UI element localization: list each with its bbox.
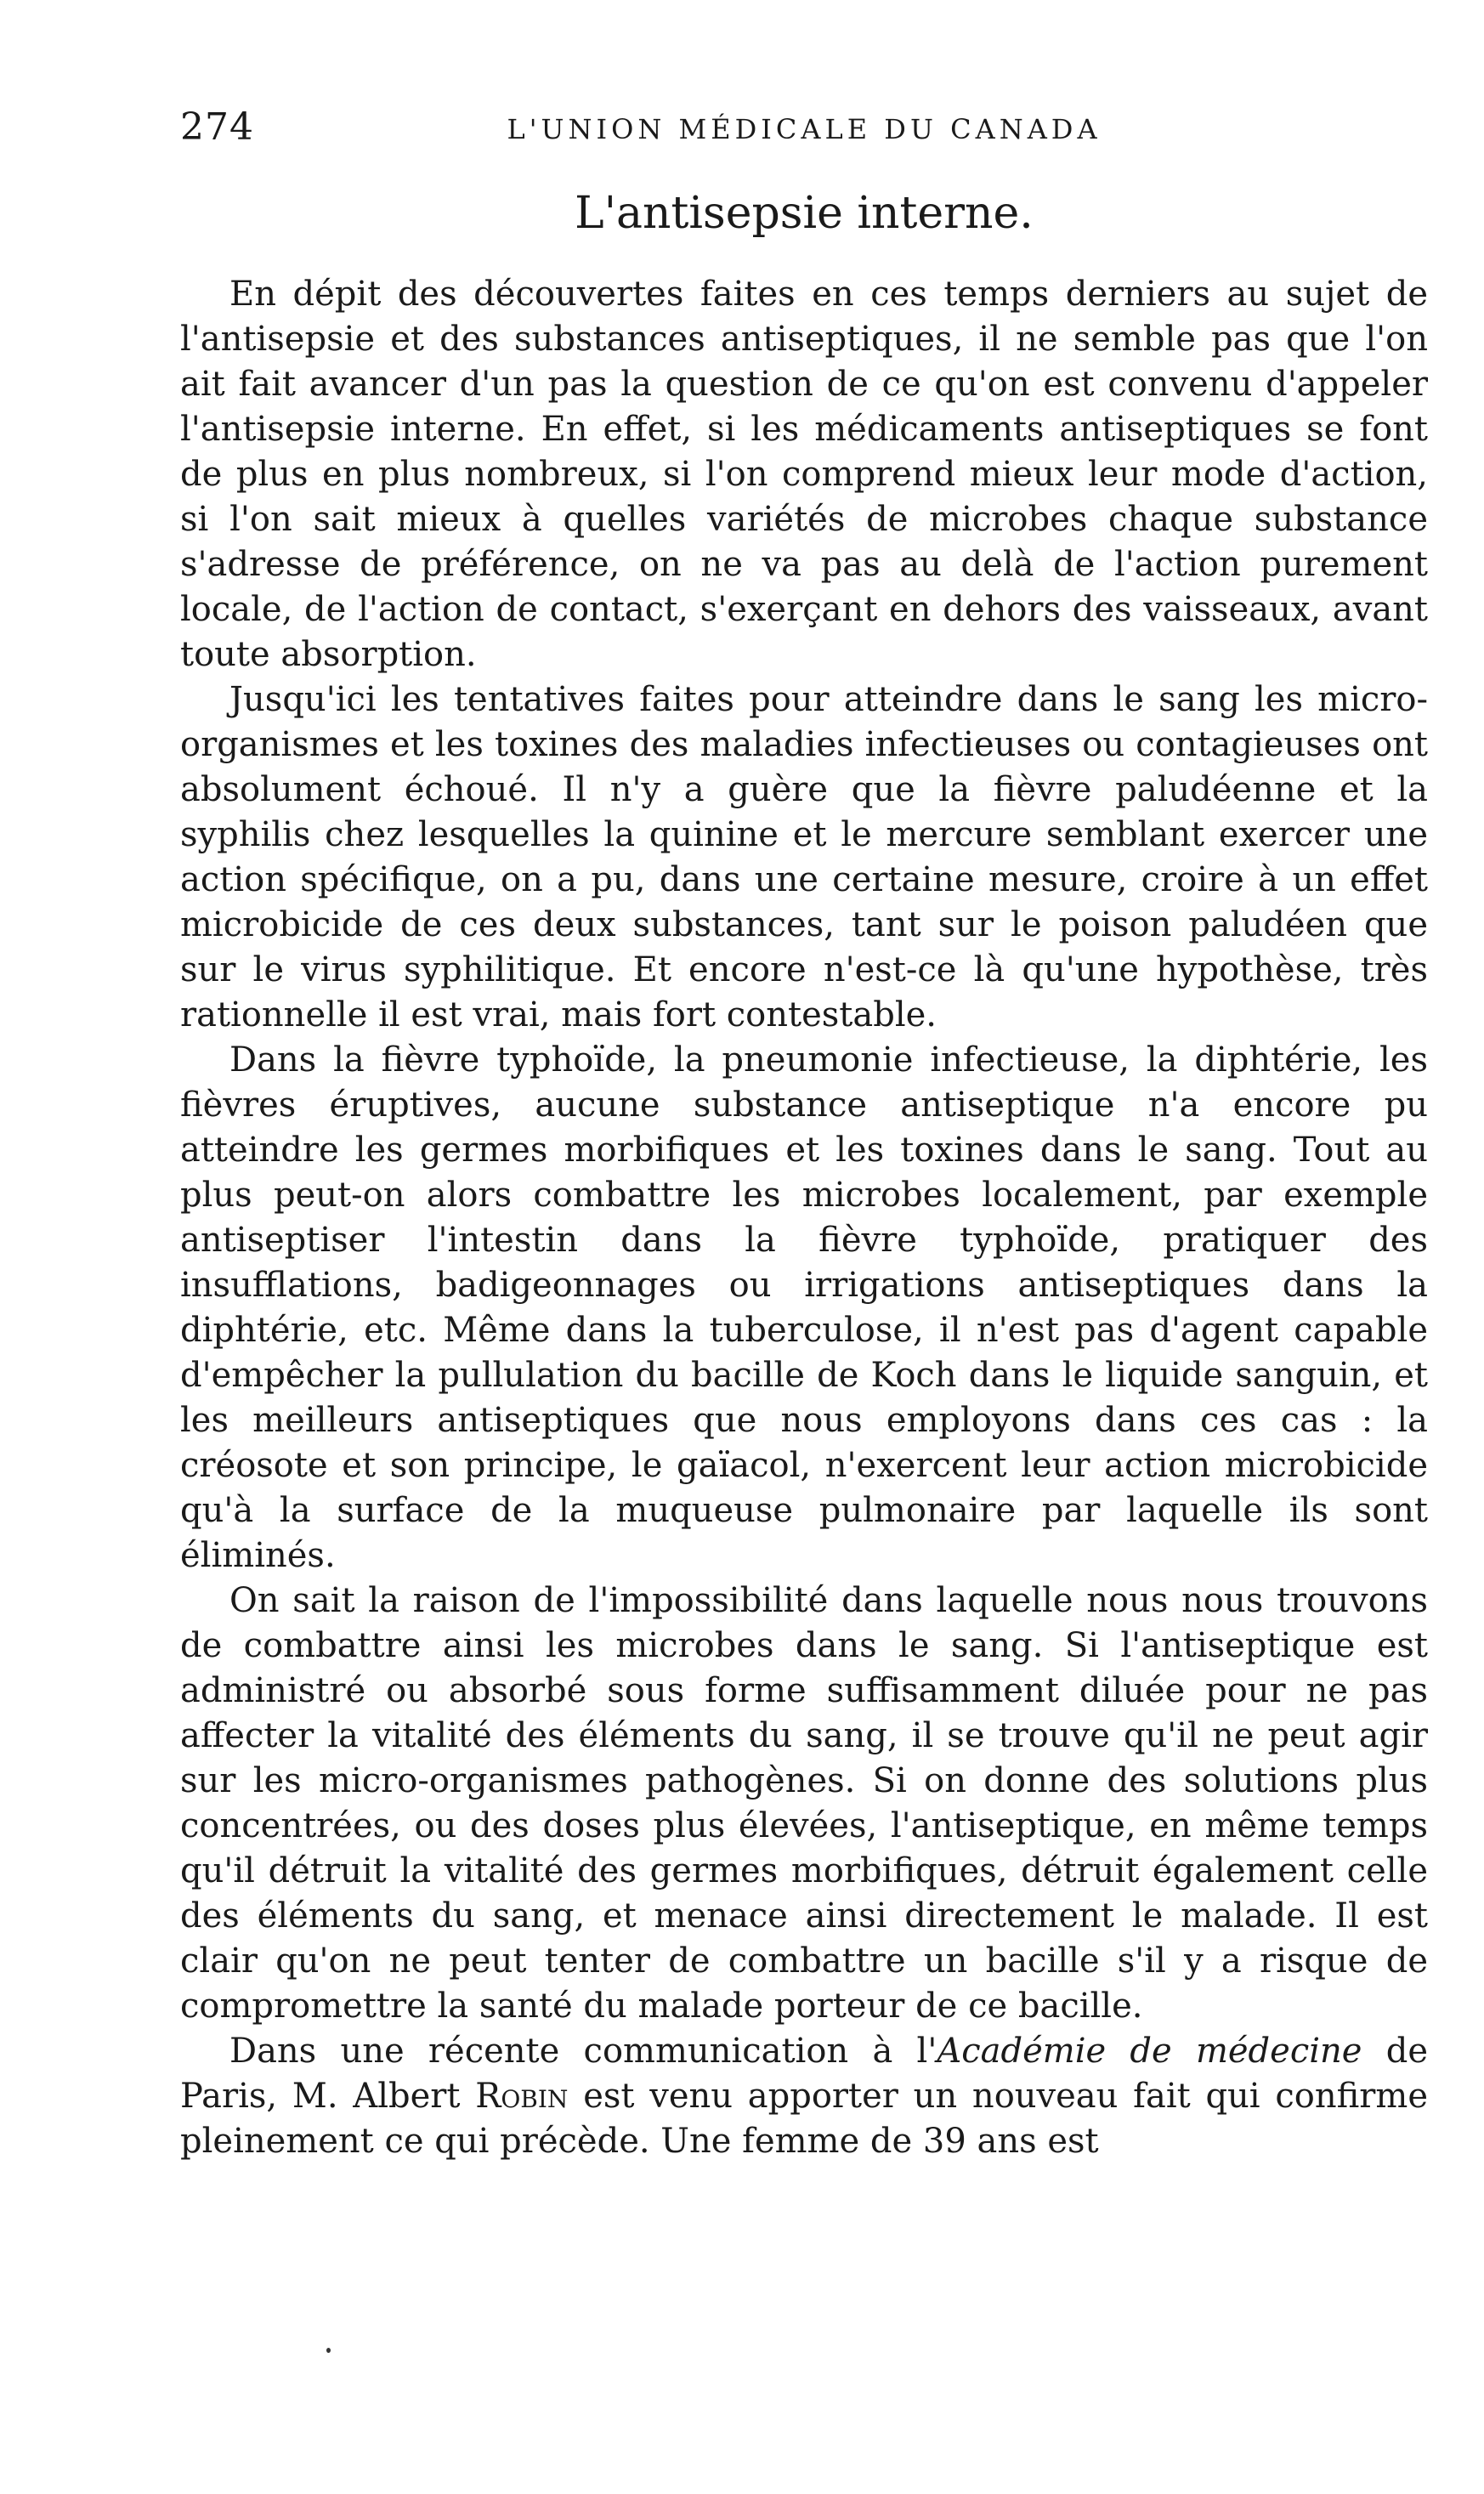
- document-page: [180, 102, 1428, 2465]
- text-run: de Paris, M. Albert: [180, 2032, 1429, 2116]
- article-body: [180, 272, 1428, 2164]
- paragraph: On sait la raison de l'impossibilité dans laquelle nous nous trouvons de combattre ainsi les microbes dans le sang. Si l'antiseptique est administré ou absorbé sous forme suffisamment diluée pour ne pas affecter la vitalité des éléments du sang, il se trouve qu'il ne peut agir sur les micro-organismes pathogènes. Si on donne des solutions plus concentrées, ou des doses plus élevées, l'antiseptique, en même temps qu'il détruit la vitalité des germes morbifiques, détruit également celle des éléments du sang, et menace ainsi directement le malade. Il est clair qu'on ne peut tenter de combattre un bacille s'il y a risque de compromettre la santé du malade porteur de ce bacille.: [180, 1581, 1428, 2026]
- journal-title: L'UNION MÉDICALE DU CANADA: [507, 113, 1102, 145]
- paragraph-last: [180, 2029, 1428, 2164]
- italic-institution: Académie de médecine: [937, 2032, 1362, 2071]
- page-number: 274: [180, 105, 254, 149]
- text-run: Dans une récente communication à l': [229, 2032, 937, 2071]
- running-header: [180, 102, 1428, 162]
- article-title: L'antisepsie interne.: [575, 188, 1034, 239]
- paragraph: Dans la fièvre typhoïde, la pneumonie infectieuse, la diphtérie, les fièvres éruptives, aucune substance antiseptique n'a encore pu atteindre les germes morbifiques et les toxines dans le sang. Tout au plus peut-on alors combattre les microbes localement, par exemple antiseptiser l'intestin dans la fièvre typhoïde, pratiquer des insufflations, badigeonnages ou irrigations antiseptiques dans la diphtérie, etc. Même dans la tuberculose, il n'est pas d'agent capable d'empêcher la pullulation du bacille de Koch dans le liquide sanguin, et les meilleurs antiseptiques que nous employons dans ces cas : la créosote et son principe, le gaïacol, n'exercent leur action microbicide qu'à la surface de la muqueuse pulmonaire par laquelle ils sont éliminés.: [180, 1040, 1428, 1575]
- paragraph: Jusqu'ici les tentatives faites pour atteindre dans le sang les micro-organismes et les toxines des maladies infectieuses ou contagieuses ont absolument échoué. Il n'y a guère que la fièvre paludéenne et la syphilis chez lesquelles la quinine et le mercure semblant exercer une action spécifique, on a pu, dans une certaine mesure, croire à un effet microbicide de ces deux substances, tant sur le poison paludéen que sur le virus syphilitique. Et encore n'est-ce là qu'une hypothèse, très rationnelle il est vrai, mais fort contestable.: [180, 680, 1428, 1034]
- author-name-smallcaps: Robin: [475, 2077, 569, 2116]
- print-speck: [326, 2348, 331, 2353]
- paragraph: En dépit des découvertes faites en ces temps derniers au sujet de l'antisepsie et des substances antiseptiques, il ne semble pas que l'on ait fait avancer d'un pas la question de ce qu'on est convenu d'appeler l'antisepsie interne. En effet, si les médicaments antiseptiques se font de plus en plus nombreux, si l'on comprend mieux leur mode d'action, si l'on sait mieux à quelles variétés de microbes chaque substance s'adresse de préférence, on ne va pas au delà de l'action purement locale, de l'action de contact, s'exerçant en dehors des vaisseaux, avant toute absorption.: [180, 275, 1428, 674]
- text-run: est venu apporter un nouveau fait qui confirme pleinement ce qui précède. Une femme de 39 ans est: [180, 2077, 1429, 2161]
